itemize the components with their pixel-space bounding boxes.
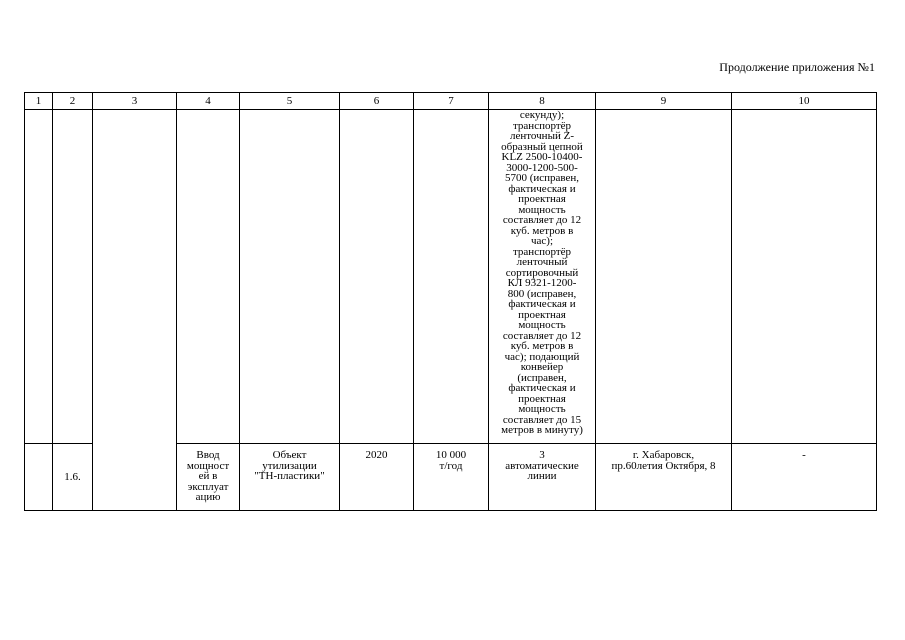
table-cell	[177, 110, 240, 444]
column-number-row	[25, 93, 877, 110]
table-row-continuation	[25, 110, 877, 444]
year-cell: 2020	[340, 444, 414, 511]
column-number-header: 6	[340, 93, 414, 110]
column-number-header: 10	[732, 93, 877, 110]
column-number-header: 1	[25, 93, 53, 110]
column-number-header: 4	[177, 93, 240, 110]
table-cell	[53, 110, 93, 444]
note-cell: -	[732, 444, 877, 511]
column-number-header: 5	[240, 93, 340, 110]
table-cell-merged	[93, 110, 177, 511]
address-cell: г. Хабаровск, пр.60летия Октября, 8	[596, 444, 732, 511]
row-number-cell: 1.6.	[53, 444, 93, 511]
column-number-header: 9	[596, 93, 732, 110]
table-cell	[732, 110, 877, 444]
equipment-cell: 3 автоматические линии	[489, 444, 596, 511]
appendix-table	[24, 92, 877, 511]
table-cell	[414, 110, 489, 444]
appendix-caption: Продолжение приложения №1	[719, 60, 875, 74]
action-cell: Ввод мощност ей в эксплуат ацию	[177, 444, 240, 511]
object-cell: Объект утилизации "ТН-пластики"	[240, 444, 340, 511]
column-number-header: 8	[489, 93, 596, 110]
column-number-header: 3	[93, 93, 177, 110]
table-cell	[240, 110, 340, 444]
capacity-cell: 10 000 т/год	[414, 444, 489, 511]
column-number-header: 2	[53, 93, 93, 110]
table-cell	[25, 444, 53, 511]
table-cell	[25, 110, 53, 444]
column-number-header: 7	[414, 93, 489, 110]
table-cell	[340, 110, 414, 444]
table-cell	[596, 110, 732, 444]
equipment-description-cell: секунду); транспортёр ленточный Z- образный цепной KLZ 2500-10400- 3000-1200-500- 5700 (исправен, фактическая и проектная мощность составляет до 12 куб. метров в час); транспортёр ленточный сортировочный КЛ 9321-1200- 800 (исправен, фактическая и проектная мощность составляет до 12 куб. метров в час); подающий конвейер (исправен, фактическая и проектная мощность составляет до 15 метров в минуту)	[489, 110, 596, 444]
